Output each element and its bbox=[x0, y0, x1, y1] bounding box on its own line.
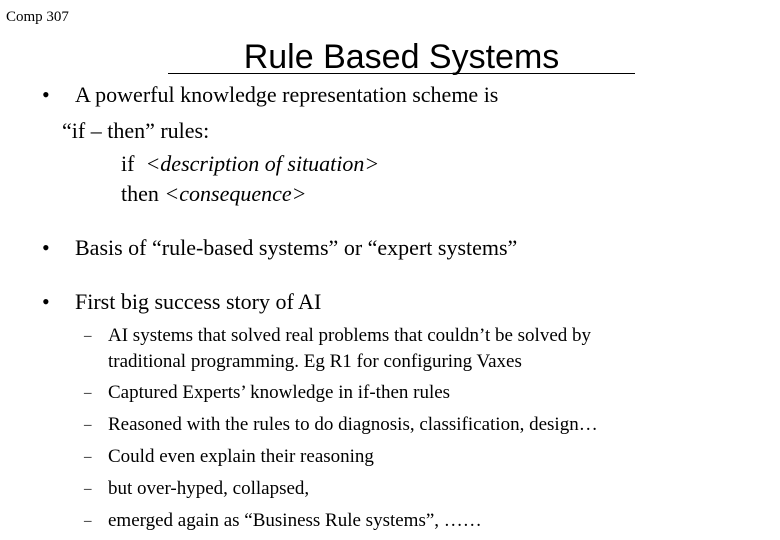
dash-marker: – bbox=[84, 513, 92, 529]
if-keyword: if bbox=[121, 151, 135, 176]
sub-bullet-text: Could even explain their reasoning bbox=[108, 446, 374, 467]
dash-marker: – bbox=[84, 328, 92, 344]
then-body: <consequence> bbox=[164, 181, 307, 206]
dash-marker: – bbox=[84, 417, 92, 433]
sub-bullet-text: but over-hyped, collapsed, bbox=[108, 478, 310, 499]
sub-bullet-text-continuation: traditional programming. Eg R1 for configuring Vaxes bbox=[108, 351, 522, 372]
bullet-text-continuation: “if – then” rules: bbox=[62, 118, 210, 143]
course-label: Comp 307 bbox=[6, 9, 69, 25]
bullet-text: First big success story of AI bbox=[75, 289, 322, 314]
bullet-marker: • bbox=[42, 235, 50, 260]
sub-bullet-text: Captured Experts’ knowledge in if-then rules bbox=[108, 382, 451, 403]
sub-bullet-text: Reasoned with the rules to do diagnosis, classification, design… bbox=[108, 414, 598, 435]
then-keyword: then bbox=[121, 181, 159, 206]
dash-marker: – bbox=[84, 385, 92, 401]
bullet-text: A powerful knowledge representation scheme is bbox=[75, 82, 499, 107]
rule-then-line bbox=[121, 179, 306, 209]
bullet-text: Basis of “rule-based systems” or “expert systems” bbox=[75, 235, 518, 260]
dash-marker: – bbox=[84, 449, 92, 465]
sub-bullet-text: emerged again as “Business Rule systems”, …… bbox=[108, 510, 482, 531]
if-body: <description of situation> bbox=[145, 151, 380, 176]
bullet-marker: • bbox=[42, 289, 50, 314]
rule-if-line bbox=[121, 149, 379, 179]
slide-title: Rule Based Systems bbox=[243, 38, 560, 76]
bullet-marker: • bbox=[42, 82, 50, 107]
sub-bullet-text: AI systems that solved real problems that couldn’t be solved by bbox=[108, 325, 592, 346]
dash-marker: – bbox=[84, 481, 92, 497]
